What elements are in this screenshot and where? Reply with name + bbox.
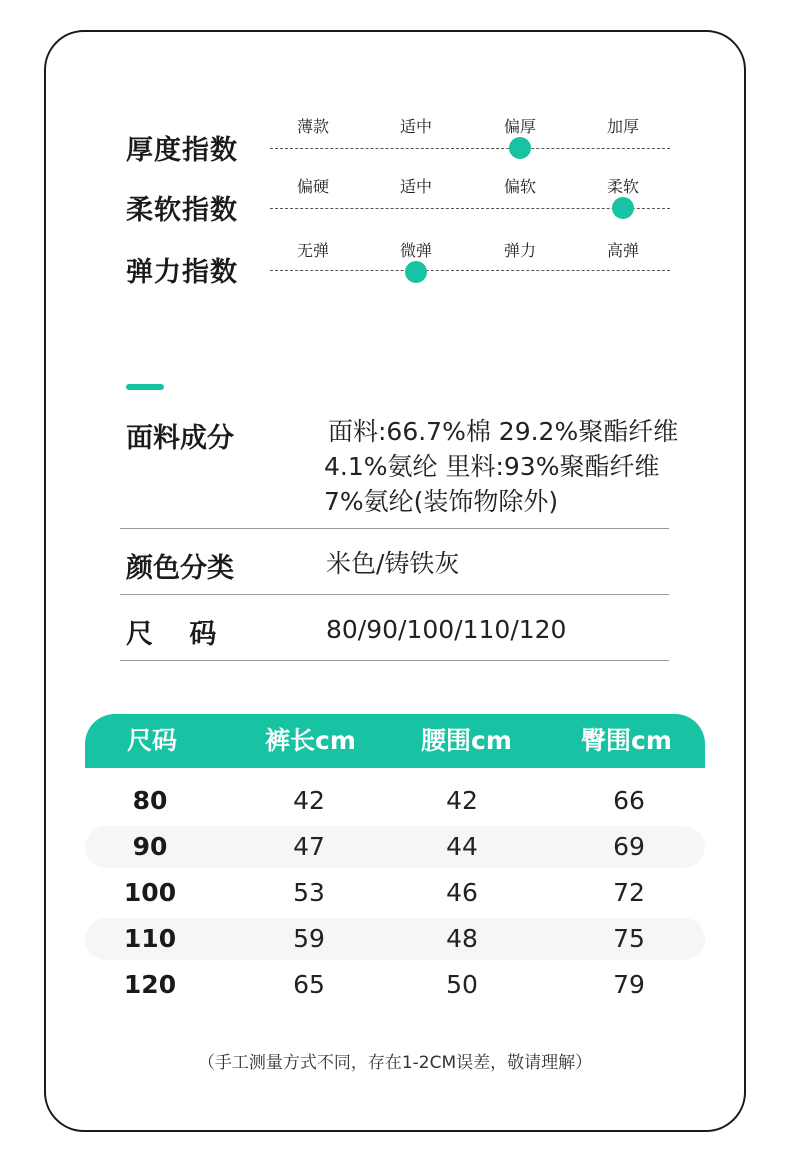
table-row bbox=[85, 918, 705, 960]
cell-waist: 44 bbox=[446, 832, 478, 861]
header-waist: 腰围cm bbox=[421, 726, 512, 755]
cell-length: 42 bbox=[293, 786, 325, 815]
thickness-index-row bbox=[0, 108, 790, 170]
cell-length: 65 bbox=[293, 970, 325, 999]
thickness-index-title: 厚度指数 bbox=[126, 135, 238, 166]
softness-index-row bbox=[0, 168, 790, 230]
elasticity-label-2: 微弹 bbox=[399, 241, 432, 260]
fabric-label: 面料成分 bbox=[126, 423, 234, 454]
cell-waist: 46 bbox=[446, 878, 478, 907]
elasticity-indicator-dot bbox=[405, 261, 427, 283]
thickness-label-4: 加厚 bbox=[606, 117, 639, 136]
table-row bbox=[85, 780, 705, 822]
header-hip: 臀围cm bbox=[581, 726, 672, 755]
cell-length: 59 bbox=[293, 924, 325, 953]
cell-size: 110 bbox=[123, 924, 177, 953]
elasticity-index-title: 弹力指数 bbox=[126, 257, 238, 288]
divider-2 bbox=[120, 594, 669, 595]
cell-size: 100 bbox=[123, 878, 177, 907]
cell-waist: 50 bbox=[446, 970, 478, 999]
divider-1 bbox=[120, 528, 669, 529]
fabric-line-3: 7%氨纶(装饰物除外) bbox=[324, 487, 559, 516]
header-length: 裤长cm bbox=[265, 726, 356, 755]
cell-hip: 72 bbox=[613, 878, 645, 907]
cell-hip: 69 bbox=[613, 832, 645, 861]
cell-length: 47 bbox=[293, 832, 325, 861]
table-row bbox=[85, 826, 705, 868]
elasticity-label-4: 高弹 bbox=[606, 241, 639, 260]
header-size: 尺码 bbox=[127, 726, 178, 755]
cell-size: 80 bbox=[132, 786, 168, 815]
softness-label-2: 适中 bbox=[399, 177, 432, 196]
cell-hip: 66 bbox=[613, 786, 645, 815]
softness-label-4: 柔软 bbox=[606, 177, 639, 196]
cell-size: 120 bbox=[123, 970, 177, 999]
measurement-footnote: （手工测量方式不同，存在1-2CM误差，敬请理解） bbox=[197, 1053, 593, 1073]
cell-waist: 48 bbox=[446, 924, 478, 953]
softness-index-title: 柔软指数 bbox=[126, 195, 238, 226]
elasticity-label-1: 无弹 bbox=[296, 241, 329, 260]
size-value: 80/90/100/110/120 bbox=[326, 615, 567, 644]
softness-indicator-dot bbox=[612, 197, 634, 219]
fabric-value bbox=[324, 414, 679, 519]
table-row bbox=[85, 872, 705, 914]
thickness-label-3: 偏厚 bbox=[503, 117, 536, 136]
table-row bbox=[85, 964, 705, 1006]
fabric-line-1: 面料:66.7%棉 29.2%聚酯纤维 bbox=[328, 417, 679, 446]
cell-length: 53 bbox=[293, 878, 325, 907]
softness-label-3: 偏软 bbox=[503, 177, 536, 196]
thickness-label-2: 适中 bbox=[399, 117, 432, 136]
elasticity-scale-line bbox=[270, 270, 670, 271]
color-label: 颜色分类 bbox=[126, 553, 234, 584]
size-label: 尺 码 bbox=[126, 619, 217, 650]
softness-scale-line bbox=[270, 208, 670, 209]
cell-hip: 75 bbox=[613, 924, 645, 953]
softness-label-1: 偏硬 bbox=[296, 177, 329, 196]
size-table-header bbox=[85, 714, 705, 768]
cell-waist: 42 bbox=[446, 786, 478, 815]
cell-size: 90 bbox=[132, 832, 168, 861]
color-value: 米色/铸铁灰 bbox=[326, 549, 460, 578]
fabric-line-2: 4.1%氨纶 里料:93%聚酯纤维 bbox=[324, 452, 660, 481]
divider-3 bbox=[120, 660, 669, 661]
thickness-indicator-dot bbox=[509, 137, 531, 159]
thickness-scale-line bbox=[270, 148, 670, 149]
elasticity-index-row bbox=[0, 230, 790, 292]
thickness-label-1: 薄款 bbox=[296, 117, 329, 136]
cell-hip: 79 bbox=[613, 970, 645, 999]
elasticity-label-3: 弹力 bbox=[503, 241, 536, 260]
section-accent-bar bbox=[126, 384, 164, 390]
